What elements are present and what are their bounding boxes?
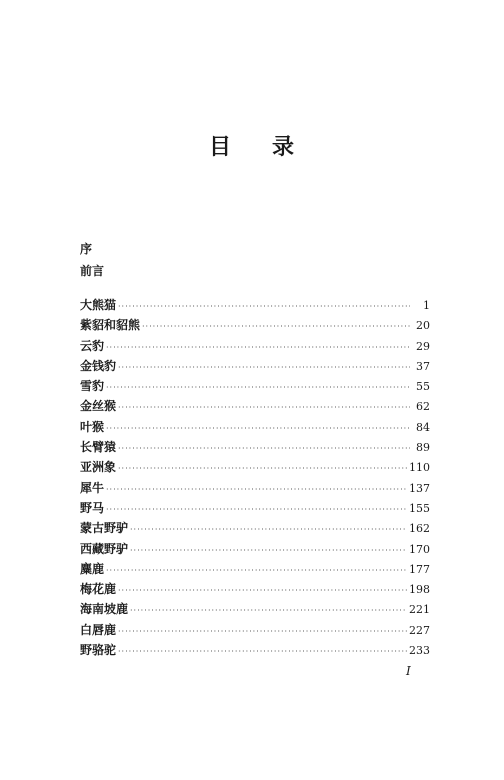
toc-entry-title: 云豹 [80,338,105,353]
toc-entry [80,377,430,397]
toc-entry [80,519,430,539]
toc-entry [80,560,430,580]
toc-entry-page: 221 [409,603,430,617]
table-of-contents [80,296,430,661]
dot-leader [106,343,410,352]
toc-entry-title: 野骆驼 [80,643,117,658]
toc-entry-title: 犀牛 [80,480,105,495]
dot-leader [142,322,410,331]
dot-leader [118,464,407,473]
dot-leader [118,403,410,412]
toc-entry [80,418,430,438]
dot-leader [106,505,407,514]
toc-entry-page: 155 [409,501,430,515]
toc-entry [80,600,430,620]
toc-entry-title: 梅花鹿 [80,582,117,597]
toc-entry [80,397,430,417]
toc-entry [80,499,430,519]
dot-leader [130,525,407,534]
toc-entry [80,438,430,458]
toc-entry-title: 雪豹 [80,379,105,394]
toc-entry-title: 大熊猫 [80,298,117,312]
dot-leader [118,363,410,372]
toc-entry-page: 198 [409,583,430,597]
toc-entry-foreword: 前言 [80,264,105,278]
toc-entry-title: 野马 [80,500,105,515]
toc-entry-title: 麋鹿 [80,561,105,576]
dot-leader [106,424,410,433]
title-char-1: 目 [208,135,232,160]
toc-entry-page: 137 [409,481,430,495]
toc-entry-page: 177 [409,562,430,576]
toc-entry-page: 29 [416,339,430,353]
toc-entry-title: 金丝猴 [80,399,117,414]
toc-entry-page: 20 [416,319,430,333]
toc-entry [80,479,430,499]
toc-entry-title: 西藏野驴 [80,541,129,556]
toc-entry-page: 84 [416,420,430,434]
dot-leader [118,302,410,311]
toc-entry-preface: 序 [80,242,93,256]
dot-leader [106,383,410,392]
toc-entry [80,296,430,316]
dot-leader [106,566,407,575]
toc-entry-title: 海南坡鹿 [80,602,129,617]
toc-entry-page: 170 [409,542,430,556]
toc-entry-title: 白唇鹿 [80,622,117,637]
title-char-2: 录 [272,135,296,160]
dot-leader [130,546,407,555]
page-title [0,130,504,161]
toc-entry-page: 1 [423,299,430,312]
toc-entry-page: 110 [409,461,430,475]
toc-entry-title: 叶猴 [80,419,105,434]
dot-leader [118,586,407,595]
dot-leader [118,647,407,656]
toc-entry-page: 227 [409,623,430,637]
toc-entry-page: 89 [416,441,430,455]
toc-entry-title: 蒙古野驴 [80,521,129,536]
toc-entry [80,641,430,661]
toc-entry-page: 37 [416,359,430,373]
page-number: I [406,664,411,678]
dot-leader [130,606,407,615]
toc-entry-title: 紫貂和貂熊 [80,318,141,333]
dot-leader [118,627,407,636]
toc-entry [80,621,430,641]
toc-entry [80,540,430,560]
toc-entry-page: 55 [416,380,430,394]
toc-entry [80,580,430,600]
toc-entry-title: 长臂猿 [80,440,117,455]
toc-entry [80,458,430,478]
toc-entry-title: 亚洲象 [80,460,117,475]
toc-entry [80,337,430,357]
toc-entry-page: 162 [409,522,430,536]
toc-entry [80,357,430,377]
dot-leader [106,485,407,494]
toc-entry-page: 233 [409,644,430,658]
toc-entry-page: 62 [416,400,430,414]
dot-leader [118,444,410,453]
toc-entry-title: 金钱豹 [80,358,117,373]
toc-entry [80,316,430,336]
